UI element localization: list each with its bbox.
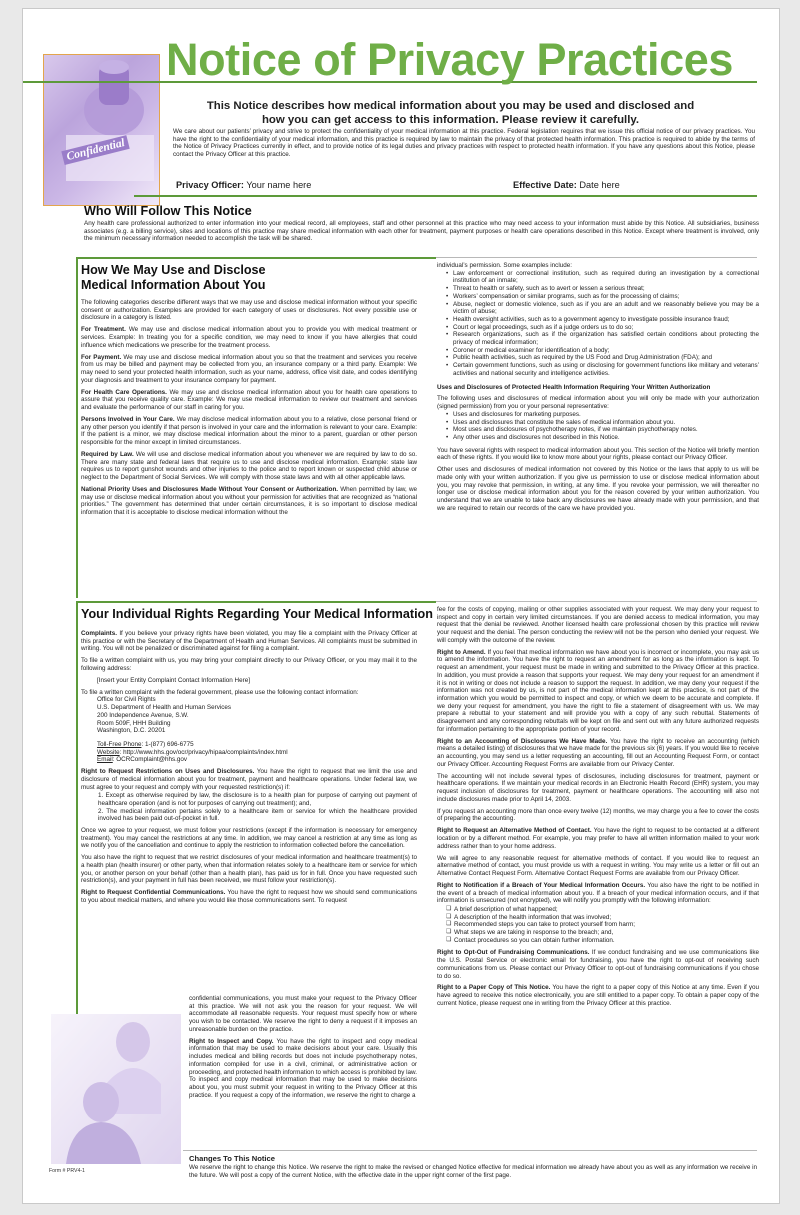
accounting-paragraph-2: The accounting will not include several types of disclosures, including disclosures for treatment, payment or healthcare operations. If we maintain your medical records in an Electronic Health Record (EHR) system, you may request inclusion of disclosures for treatment, payment or healthcare operations. The accounting will also not include disclosures made prior to April 14, 2003. xyxy=(437,772,759,803)
federal-intro: To file a written complaint with the federal government, please use the following contact information: xyxy=(81,688,359,696)
persons-paragraph: Persons Involved in Your Care. We may disclose medical information about you to a relative, close personal friend or any other person you identify if that person is involved in your care and the information is relevant to your care. Example: If the patient is a minor, we may disclose medical information about the minor to a parent, guardian or other person responsible for the minor except in limited circumstances. xyxy=(81,415,417,446)
breach-paragraph: Right to Notification if a Breach of Your Medical Information Occurs. You also have the right to be notified in the event of a breach of medical information about you. If a breach of your medical information occurs, and if that information is unsecured (not encrypted), we will notify you promptly with the following information: xyxy=(437,881,759,905)
use-left-column xyxy=(81,299,417,599)
accounting-paragraph: Right to an Accounting of Disclosures We Have Made. You have the right to receive an accounting (which means a detailed listing) of disclosures that we have made for the previous six (6) years. If you would like to receive an accounting, you may send us a letter requesting an accounting, fill out an Accounting Request Form, or contact our Privacy Officer. Accounting Request Forms are available from our Privacy Center. xyxy=(437,737,759,768)
fee-paragraph: fee for the costs of copying, mailing or other supplies associated with your request. We may deny your request to inspect and copy in certain very limited circumstances. If you are denied access to medical information, you may request that the denial be reviewed. Another licensed health care professional chosen by this practice will review your request and the denial. The person conducting the review will not be the person who denied your request. We will comply with the outcome of the review. xyxy=(437,606,759,644)
complaint-placeholder: [Insert your Entity Complaint Contact Information Here] xyxy=(97,676,250,684)
examples-list xyxy=(446,270,759,378)
breach-list xyxy=(446,906,759,945)
examples-intro: individual’s permission. Some examples include: xyxy=(437,262,572,269)
privacy-notice-poster xyxy=(22,8,780,1204)
rights-intro: You have several rights with respect to medical information about you. This section of the Notice will briefly mention each of these rights. If you would like to know more about your rights, please contact our Privacy Officer. xyxy=(437,446,759,462)
restrict-list xyxy=(91,792,417,823)
section-top-rule-right xyxy=(436,257,757,258)
website-label: Website xyxy=(97,748,120,756)
list-item: • Court or legal proceedings, such as if a judge orders us to do so; xyxy=(446,324,759,332)
auth-heading: Uses and Disclosures of Protected Health Information Requiring Your Written Authorization xyxy=(437,383,711,391)
rights-left-column xyxy=(81,630,417,995)
auth-intro: The following uses and disclosures of medical information about you will only be made with your authorization (signed permission) from you or your personal representative: xyxy=(437,395,759,411)
list-item: • Threat to health or safety, such as to avert or lessen a serious threat; xyxy=(446,285,759,293)
alternative-paragraph-2: We will agree to any reasonable request for alternative methods of contact. If you would like to request an alternative method of contact, you must provide us with a request in writing. You may write us a letter or fill out an Alternative Contact Request Form. Alternative Contact Request Forms are available from our Privacy Officer. xyxy=(437,854,759,877)
list-item: • Research organizations, such as if the organization has satisfied certain conditions about protecting the privacy of medical information; xyxy=(446,331,759,346)
use-right-column xyxy=(437,262,759,592)
optout-paragraph: Right to Opt-Out of Fundraising Communications. If we conduct fundraising and we use communications like the U.S. Postal Service or electronic email for fundraising, you have the right to opt-out of receiving such communications from us. Please contact our Privacy Officer to opt-out of fundraising communications if you chose to do so. xyxy=(437,949,759,980)
rights-heading: Your Individual Rights Regarding Your Medical Information xyxy=(81,607,433,621)
changes-heading: Changes To This Notice xyxy=(189,1154,275,1163)
list-item: • Public health activities, such as required by the US Food and Drug Administration (FDA); and xyxy=(446,354,759,362)
list-item: • Health oversight activities, such as to a government agency to investigate possible insurance fraud; xyxy=(446,316,759,324)
list-item: ❏ A description of the health information that was involved; xyxy=(446,914,759,922)
website-link[interactable]: : http://www.hhs.gov/ocr/privacy/hipaa/complaints/index.html xyxy=(119,748,288,756)
list-item: ❏ What steps we are taking in response to the breach; and, xyxy=(446,929,759,937)
stamp-label: Confidential xyxy=(61,135,130,165)
list-item: • Certain government functions, such as using or disclosing for government functions like military and veterans’ activities and national security and intelligence activities. xyxy=(446,362,759,377)
rights-top-rule-right xyxy=(436,601,757,602)
amend-paragraph: Right to Amend. If you feel that medical information we have about you is incorrect or incomplete, you may ask us to amend the information. You have the right to request an amendment for as long as the information is kept. To request an amendment, your request must be made in writing and submitted to the Privacy Officer at this practice. In addition, you must provide a reason that supports your request. We may deny your request for an amendment if it is not in writing or does not include a reason to support the request. In addition, we may deny your request if the information was not created by us, is not part of the medical information kept at this practice, is not part of the information which you would be permitted to inspect and copy, or which we deem to be accurate and complete. If we deny your request for amendment, you have the right to file a statement of disagreement with us. We may prepare a rebuttal to your statement and will provide you with a copy of any such rebuttal. Statements of disagreement and any corresponding rebuttals will be kept on file and sent out with any future authorized requests for information pertaining to the appropriate portion of your record. xyxy=(437,648,759,733)
patient-photo xyxy=(51,1014,181,1164)
list-item: • Uses and disclosures for marketing purposes. xyxy=(446,411,759,419)
list-item: • Any other uses and disclosures not described in this Notice. xyxy=(446,434,759,442)
email-link[interactable]: : OCRComplaint@hhs.gov xyxy=(112,756,188,764)
rights-top-rule xyxy=(76,601,436,603)
auth-list xyxy=(446,411,759,442)
list-item: • Most uses and disclosures of psychotherapy notes, if we maintain psychotherapy notes. xyxy=(446,426,759,434)
alternative-paragraph: Right to Request an Alternative Method of Contact. You have the right to request to be contacted at a different location or by a different method. For example, you may prefer to have all written information mailed to your work address rather than to your home address. xyxy=(437,827,759,850)
list-item: • Abuse, neglect or domestic violence, such as if you are an adult and we reasonably believe you may be a victim of abuse; xyxy=(446,301,759,316)
priority-paragraph: National Priority Uses and Disclosures Made Without Your Consent or Authorization. When permitted by law, we may use or disclose medical information about you without your permission for activities that are recognized as “national priorities.” The government has determined that under certain circumstances, it is so important to disclose medical information that it is acceptable to disclose medical information without the xyxy=(81,485,417,516)
list-item: 1. Except as otherwise required by law, the disclosure is to a health plan for purpose of carrying out payment of healthcare operation (and is not for purposes of carrying out treatment); and, xyxy=(98,792,417,807)
inspect-paragraph: Right to Inspect and Copy. You have the right to inspect and copy medical information that may be used to make decisions about your care. Usually this includes medical and billing records but does not include psychotherapy notes, information compiled for use in a civil, criminal, or administrative action or proceeding, and protected health information to which access is prohibited by law. To inspect and copy medical information that may be used to make decisions about you, you must submit your request in writing to the Privacy Officer at this practice. If you request a copy of the information, we reserve the right to charge a xyxy=(189,1037,417,1099)
list-item: 2. The medical information pertains solely to a healthcare item or service for which the healthcare provided involved has been paid out-of-pocket in full. xyxy=(98,807,417,823)
who-heading: Who Will Follow This Notice xyxy=(84,204,252,218)
who-text: Any health care professional authorized to enter information into your medical record, all employees, staff and other personnel at this practice who may need access to your information must abide by this Notice. All subsidiaries, business associates (e.g. a billing service), sites and locations of this practice may share medical information with each other for treatment, payment purposes or health care operations described in this Notice. Except where treatment is involved, only the minimum necessary information needed to accomplish the task will be shared. xyxy=(84,220,759,243)
file-complaint: To file a written complaint with us, you may bring your complaint directly to our Privacy Officer, or you may mail it to the following address: xyxy=(81,657,417,672)
section-top-rule xyxy=(76,257,436,259)
effective-date-label: Effective Date: xyxy=(513,180,577,190)
privacy-officer-label: Privacy Officer: xyxy=(176,180,244,190)
use-heading: How We May Use and Disclose Medical Information About You xyxy=(81,263,266,292)
ocr-contacts: Toll-Free Phone: 1-(877) 696-6775 Website: http://www.hhs.gov/ocr/privacy/hipaa/complaints/index.html Email: OCRComplaint@hhs.gov xyxy=(97,741,288,764)
stamp-illustration xyxy=(44,55,160,206)
accounting-paragraph-3: If you request an accounting more than once every twelve (12) months, we may charge you a fee to cover the costs of preparing the accounting. xyxy=(437,807,759,823)
restrict-paragraph: Right to Request Restrictions on Uses and Disclosures. You have the right to request that we limit the use and disclosure of medical information about you for treatment, payment and healthcare operations. Under federal law, we must agree to your request and comply with your requested restriction(s) if: xyxy=(81,768,417,791)
section-border xyxy=(76,257,78,598)
patient-photo-illustration xyxy=(51,1014,181,1164)
list-item: ❏ Contact procedures so you can obtain further information. xyxy=(446,937,759,945)
intro-rule xyxy=(134,195,757,197)
list-item: ❏ Recommended steps you can take to protect yourself from harm; xyxy=(446,921,759,929)
intro-heading: This Notice describes how medical information about you may be used and disclosed and how you can get access to this information. Please review it carefully. xyxy=(206,100,695,126)
ocr-address: Office for Civil Rights U.S. Department of Health and Human Services 200 Independence Avenue, S.W. Room 509F, HHH Building Washington, D.C. 20201 xyxy=(97,696,232,735)
paper-copy-paragraph: Right to a Paper Copy of This Notice. You have the right to a paper copy of this Notice at any time. Even if you have agreed to receive this notice electronically, you are still entitled to a paper copy. To obtain a paper copy of the current Notice, please request one in writing from the Privacy Officer at this practice. xyxy=(437,984,759,1007)
list-item: • Coroner or medical examiner for identification of a body; xyxy=(446,347,759,355)
page-title: Notice of Privacy Practices xyxy=(166,34,733,85)
effective-date-value: Date here xyxy=(579,180,620,190)
changes-text: We reserve the right to change this Notice. We reserve the right to make the revised or changed Notice effective for medical information we already have about you as well as any information we receive in the future. We will post a copy of the current Notice, with the effective date in the upper right corner of the first page. xyxy=(189,1164,757,1179)
list-item: • Law enforcement or correctional institution, such as required during an investigation by a correctional institution of an inmate; xyxy=(446,270,759,285)
agree-paragraph: Once we agree to your request, we must follow your restrictions (except if the information is necessary for emergency treatment). You may cancel the restrictions at any time. In addition, we may cancel a restriction at any time as long as we notify you of the cancellation and continue to apply the restriction to information collected before the cancellation. xyxy=(81,827,417,850)
changes-rule xyxy=(183,1150,757,1151)
law-paragraph: Required by Law. We will use and disclose medical information about you whenever we are required by law to do so. There are many state and federal laws that require us to use and disclose medical information. Example: state law requires us to report gunshot wounds and other injuries to the police and to report known or suspected child abuse or neglect to the Department of Social Services. We will comply with those state laws and with all other applicable laws. xyxy=(81,450,417,481)
treatment-paragraph: For Treatment. We may use and disclose medical information about you to provide you with medical treatment or services. Example: In treating you for a specific condition, we may need to know if you have allergies that could influence which medications we prescribe for the treatment process. xyxy=(81,326,417,349)
list-item: ❏ A brief description of what happened; xyxy=(446,906,759,914)
rights-right-column xyxy=(437,606,759,1136)
confidential-paragraph: Right to Request Confidential Communications. You have the right to request how we should send communications to you about medical matters, and where you would like those communications sent. To request xyxy=(81,889,417,905)
email-label: Email xyxy=(97,756,113,764)
use-intro: The following categories describe different ways that we may use and disclose medical information without your specific consent or authorization. Examples are provided for each category of uses or disclosures. Not every possible use or disclosure in a category is listed. xyxy=(81,299,417,322)
effective-date-line xyxy=(513,180,620,190)
payment-paragraph: For Payment. We may use and disclose medical information about you so that the treatment and services you receive from us may be billed and payment may be collected from you, an insurance company or a third party. Example: We may need to send your protected health information, such as your name, address, office visit date, and codes identifying your diagnosis and treatment to your insurance company for payment. xyxy=(81,353,417,384)
other-uses: Other uses and disclosures of medical information not covered by this Notice or the laws that apply to us will be made only with your written authorization. If you give us permission to use or disclose medical information about you, you may revoke that permission, in writing, at any time. If you revoke your permission, we will thereafter no longer use or disclose medical information about you for the reason covered by your written authorization. You understand that we are unable to take back any disclosures we have already made with your permission, and that we are required to retain our records of the care we have provided you. xyxy=(437,466,759,512)
plan-paragraph: You also have the right to request that we restrict disclosures of your medical information and healthcare treatment(s) to a health plan (health insurer) or other party, when that information relates solely to a healthcare item or service for which you, or another person on your behalf (other than a health plan), has paid us for in full. Once you have requested such restriction(s), and your payment in full has been received, we must follow your restriction(s). xyxy=(81,854,417,885)
operations-paragraph: For Health Care Operations. We may use and disclose medical information about you for health care operations to assure that you receive quality care. Example: We may use medical information to review our treatment and services and evaluate the performance of our staff in caring for you. xyxy=(81,388,417,411)
form-number: Form # PRV4-1 xyxy=(49,1168,85,1174)
list-item: • Uses and disclosures that constitute the sales of medical information about you. xyxy=(446,419,759,427)
privacy-officer-line xyxy=(176,180,311,190)
intro-text: We care about our patients’ privacy and strive to protect the confidentiality of your medical information at this practice. Federal legislation requires that we issue this official notice of our privacy practices. You have the right to the confidentiality of your medical information, and this practice is required by law to maintain the privacy of that protected health information. This practice is required to abide by the terms of the Notice of Privacy Practices currently in effect, and to provide notice of its legal duties and privacy practices with respect to protected health information. If you have any questions about this Notice, please contact the Privacy Officer at this practice. xyxy=(173,128,755,159)
rights-left-column-continued xyxy=(189,995,417,1143)
confidential-stamp-image xyxy=(43,54,160,206)
privacy-officer-value: Your name here xyxy=(246,180,312,190)
list-item: • Workers’ compensation or similar programs, such as for the processing of claims; xyxy=(446,293,759,301)
tollfree-label: Toll-Free Phone xyxy=(97,741,142,748)
confidential-paragraph-continued: confidential communications, you must make your request to the Privacy Officer at this practice. We will not ask you the reason for your request. We will accommodate all reasonable requests. Your request must specify how or where you wish to be contacted. We reserve the right to deny a request if it imposes an unreasonable burden on the practice. xyxy=(189,995,417,1033)
complaints-paragraph: Complaints. If you believe your privacy rights have been violated, you may file a complaint with the Privacy Officer at this practice or with the Secretary of the Department of Health and Human Services. All complaints must be submitted in writing. You will not be penalized or discriminated against for filing a complaint. xyxy=(81,630,417,653)
